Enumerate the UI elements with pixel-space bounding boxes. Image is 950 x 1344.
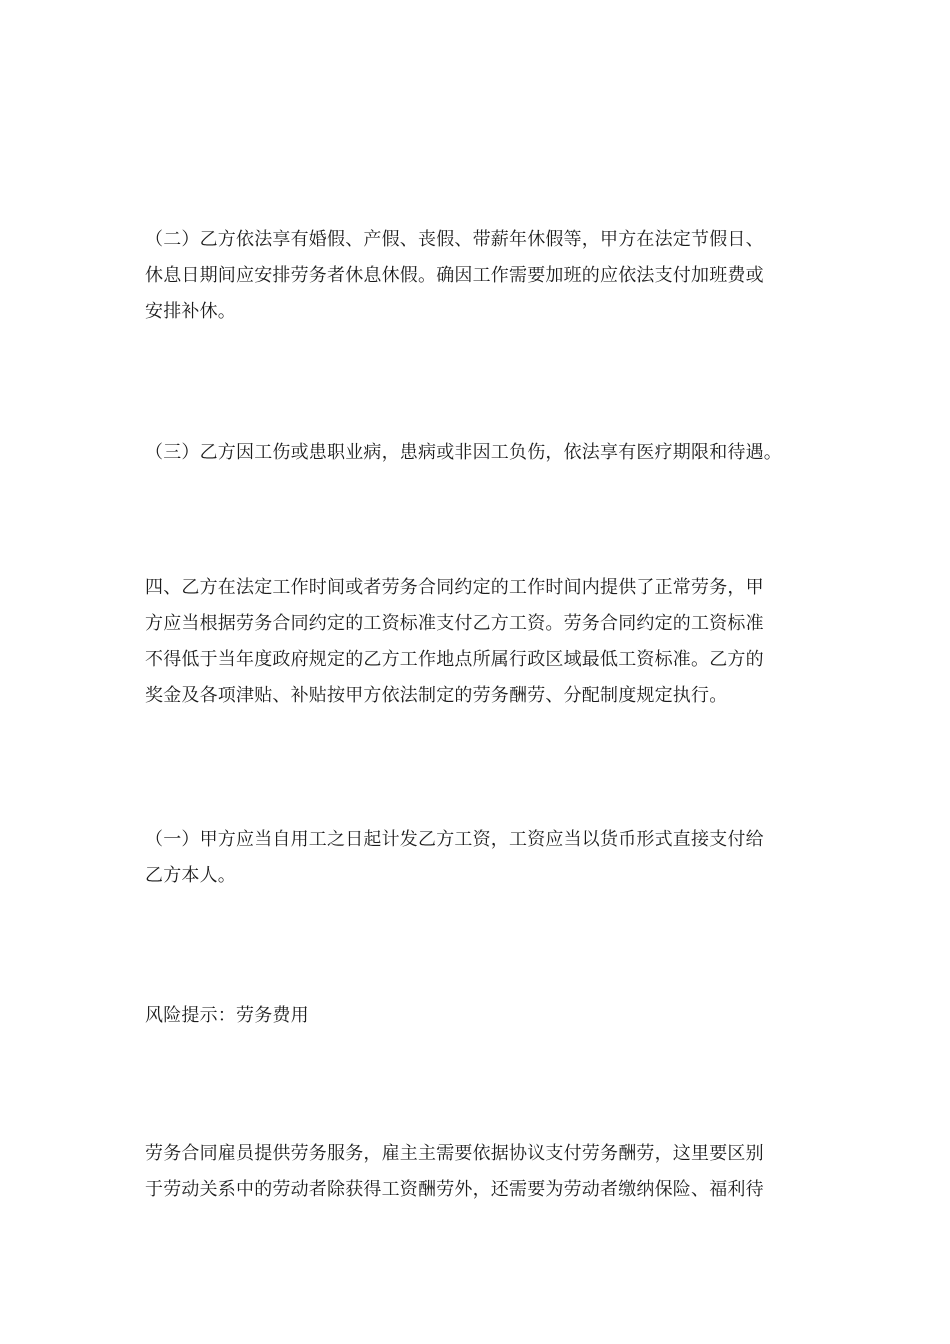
- paragraph-leave-rights: [145, 222, 815, 330]
- text-line: 风险提示：劳务费用: [145, 1005, 309, 1026]
- risk-tip-heading: [145, 998, 815, 1034]
- text-line: 方应当根据劳务合同约定的工资标准支付乙方工资。劳务合同约定的工资标准: [145, 613, 764, 634]
- text-line: 于劳动关系中的劳动者除获得工资酬劳外，还需要为劳动者缴纳保险、福利待: [145, 1179, 764, 1200]
- text-line: 奖金及各项津贴、补贴按甲方依法制定的劳务酬劳、分配制度规定执行。: [145, 685, 728, 706]
- paragraph-medical-rights: [145, 435, 815, 471]
- text-line: 劳务合同雇员提供劳务服务，雇主主需要依据协议支付劳务酬劳，这里要区别: [145, 1143, 764, 1164]
- paragraph-wage-clause: [145, 570, 815, 714]
- text-line: 乙方本人。: [145, 865, 236, 886]
- text-line: 安排补休。: [145, 301, 236, 322]
- text-line: （一）甲方应当自用工之日起计发乙方工资，工资应当以货币形式直接支付给: [145, 829, 764, 850]
- paragraph-wage-payment: [145, 822, 815, 894]
- text-line: 四、乙方在法定工作时间或者劳务合同约定的工作时间内提供了正常劳务，甲: [145, 577, 764, 598]
- text-line: 不得低于当年度政府规定的乙方工作地点所属行政区域最低工资标准。乙方的: [145, 649, 764, 670]
- paragraph-service-fees: [145, 1136, 815, 1208]
- text-line: （三）乙方因工伤或患职业病，患病或非因工负伤，依法享有医疗期限和待遇。: [145, 442, 782, 463]
- text-line: （二）乙方依法享有婚假、产假、丧假、带薪年休假等，甲方在法定节假日、: [145, 229, 764, 250]
- text-line: 休息日期间应安排劳务者休息休假。确因工作需要加班的应依法支付加班费或: [145, 265, 764, 286]
